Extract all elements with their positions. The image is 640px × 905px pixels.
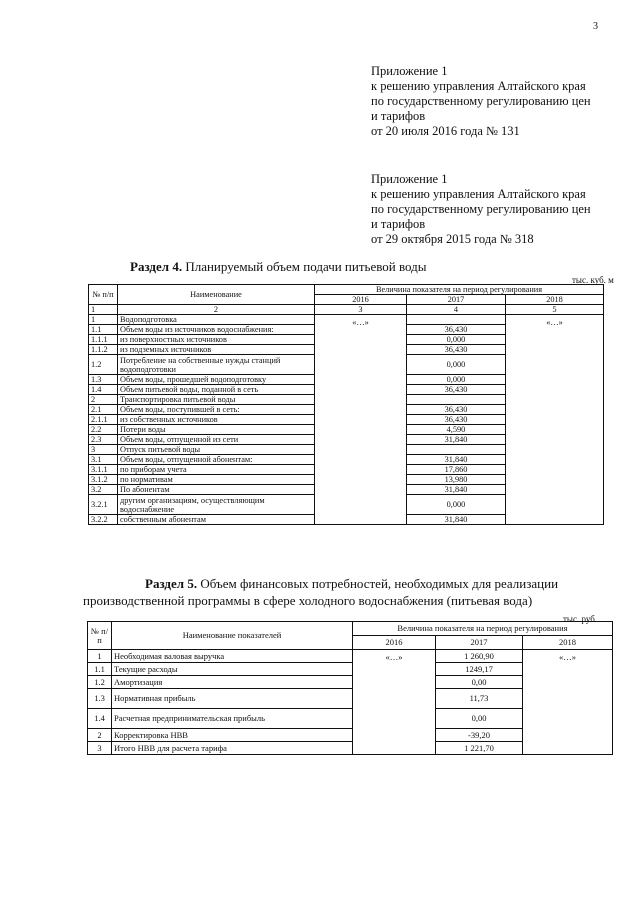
appendix-line: от 29 октября 2015 года № 318 xyxy=(371,232,534,246)
placeholder-2016: «…» xyxy=(385,652,403,662)
row-number: 2 xyxy=(88,729,112,742)
value-2017: 36,430 xyxy=(407,385,506,395)
value-2017: 1 221,70 xyxy=(436,742,523,755)
value-2017: 31,840 xyxy=(407,515,506,525)
row-number: 1 xyxy=(88,650,112,663)
col-number: 2 xyxy=(118,305,315,315)
value-2017 xyxy=(407,395,506,405)
row-number: 1.2 xyxy=(89,355,118,375)
row-name: Расчетная предпринимательская прибыль xyxy=(112,709,353,729)
row-number: 3.2.2 xyxy=(89,515,118,525)
value-2017: 4,590 xyxy=(407,425,506,435)
appendix-line: по государственному регулированию цен xyxy=(371,202,591,216)
section4-title-text: Планируемый объем подачи питьевой воды xyxy=(182,259,427,274)
row-name: Потребление на собственные нужды станций водоподготовки xyxy=(118,355,315,375)
row-number: 3 xyxy=(89,445,118,455)
row-name: собственным абонентам xyxy=(118,515,315,525)
value-2017: 0,000 xyxy=(407,355,506,375)
section5-title-text: Объем финансовых потребностей, необходимых для реализации производственной программы в сфере холодного водоснабжения (питьевая вода) xyxy=(83,576,559,608)
value-2017 xyxy=(407,315,506,325)
row-name: Необходимая валовая выручка xyxy=(112,650,353,663)
header-year: 2017 xyxy=(436,636,523,650)
header-year: 2016 xyxy=(315,295,407,305)
row-name: из подземных источников xyxy=(118,345,315,355)
row-number: 1.4 xyxy=(88,709,112,729)
section5-title-bold: Раздел 5. xyxy=(145,576,198,591)
row-name: Объем питьевой воды, поданной в сеть xyxy=(118,385,315,395)
row-number: 3.1.2 xyxy=(89,475,118,485)
value-2017: 36,430 xyxy=(407,325,506,335)
value-2017: 1 260,90 xyxy=(436,650,523,663)
row-number: 1 xyxy=(89,315,118,325)
section4-unit: тыс. куб. м xyxy=(572,275,614,285)
row-number: 3.1.1 xyxy=(89,465,118,475)
row-number: 3.1 xyxy=(89,455,118,465)
header-year: 2018 xyxy=(506,295,604,305)
col-number: 5 xyxy=(506,305,604,315)
section5-table xyxy=(87,621,613,755)
appendix-line: от 20 июля 2016 года № 131 xyxy=(371,124,520,138)
row-name: Водоподготовка xyxy=(118,315,315,325)
appendix-block-old xyxy=(371,172,591,247)
appendix-line: Приложение 1 xyxy=(371,64,448,78)
value-2017 xyxy=(407,445,506,455)
row-name: Текущие расходы xyxy=(112,663,353,676)
value-2017: 11,73 xyxy=(436,689,523,709)
row-number: 1.1.2 xyxy=(89,345,118,355)
section4-table xyxy=(88,284,604,525)
row-name: Нормативная прибыль xyxy=(112,689,353,709)
value-2017: 0,000 xyxy=(407,375,506,385)
value-2018 xyxy=(506,315,604,525)
row-number: 2.2 xyxy=(89,425,118,435)
row-name: Транспортировка питьевой воды xyxy=(118,395,315,405)
row-number: 1.3 xyxy=(89,375,118,385)
value-2016 xyxy=(315,315,407,525)
value-2016 xyxy=(353,650,436,755)
header-name: Наименование показателей xyxy=(112,622,353,650)
row-number: 3 xyxy=(88,742,112,755)
placeholder-2018: «…» xyxy=(546,318,563,327)
appendix-line: к решению управления Алтайского края xyxy=(371,187,586,201)
placeholder-2018: «…» xyxy=(559,652,576,662)
row-name: Объем воды, поступившей в сеть: xyxy=(118,405,315,415)
section5-title xyxy=(83,575,603,609)
row-number: 2.1 xyxy=(89,405,118,415)
row-name: Амортизация xyxy=(112,676,353,689)
row-name: по приборам учета xyxy=(118,465,315,475)
value-2017: 17,860 xyxy=(407,465,506,475)
appendix-line: по государственному регулированию цен xyxy=(371,94,591,108)
header-year: 2018 xyxy=(523,636,613,650)
header-year: 2016 xyxy=(353,636,436,650)
value-2017: 31,840 xyxy=(407,455,506,465)
row-name: другим организациям, осуществляющим водоснабжение xyxy=(118,495,315,515)
placeholder-2016: «…» xyxy=(352,318,369,327)
value-2017: 0,00 xyxy=(436,709,523,729)
appendix-block-new xyxy=(371,64,591,139)
page-number: 3 xyxy=(593,21,598,32)
row-name: По абонентам xyxy=(118,485,315,495)
value-2017: -39,20 xyxy=(436,729,523,742)
row-name: Объем воды, отпущенной из сети xyxy=(118,435,315,445)
table-row xyxy=(89,315,604,325)
row-name: Объем воды, отпущенной абонентам: xyxy=(118,455,315,465)
row-name: Отпуск питьевой воды xyxy=(118,445,315,455)
header-num: № п/п xyxy=(89,285,118,305)
col-number: 4 xyxy=(407,305,506,315)
row-number: 1.1 xyxy=(89,325,118,335)
value-2017: 36,430 xyxy=(407,405,506,415)
header-name: Наименование xyxy=(118,285,315,305)
header-period: Величина показателя на период регулирования xyxy=(353,622,613,636)
table-row xyxy=(88,650,613,663)
value-2017: 36,430 xyxy=(407,415,506,425)
row-name: Итого НВВ для расчета тарифа xyxy=(112,742,353,755)
section4-title xyxy=(130,259,427,275)
row-name: Потери воды xyxy=(118,425,315,435)
value-2017: 31,840 xyxy=(407,485,506,495)
section4-title-bold: Раздел 4. xyxy=(130,259,183,274)
row-number: 2.1.1 xyxy=(89,415,118,425)
row-number: 1.4 xyxy=(89,385,118,395)
header-period: Величина показателя на период регулирования xyxy=(315,285,604,295)
row-name: Объем воды, прошедшей водоподготовку xyxy=(118,375,315,385)
value-2017: 0,000 xyxy=(407,335,506,345)
row-name: из поверхностных источников xyxy=(118,335,315,345)
appendix-line: к решению управления Алтайского края xyxy=(371,79,586,93)
row-name: по нормативам xyxy=(118,475,315,485)
value-2017: 0,00 xyxy=(436,676,523,689)
row-number: 1.3 xyxy=(88,689,112,709)
col-number: 3 xyxy=(315,305,407,315)
row-number: 1.1.1 xyxy=(89,335,118,345)
col-number: 1 xyxy=(89,305,118,315)
row-name: Корректировка НВВ xyxy=(112,729,353,742)
row-number: 2.3 xyxy=(89,435,118,445)
value-2017: 1249,17 xyxy=(436,663,523,676)
row-number: 1.2 xyxy=(88,676,112,689)
value-2017: 13,980 xyxy=(407,475,506,485)
row-name: Объем воды из источников водоснабжения: xyxy=(118,325,315,335)
value-2018 xyxy=(523,650,613,755)
appendix-line: Приложение 1 xyxy=(371,172,448,186)
row-name: из собственных источников xyxy=(118,415,315,425)
row-number: 1.1 xyxy=(88,663,112,676)
value-2017: 0,000 xyxy=(407,495,506,515)
row-number: 2 xyxy=(89,395,118,405)
section5-unit: тыс. руб. xyxy=(563,614,598,624)
value-2017: 31,840 xyxy=(407,435,506,445)
appendix-line: и тарифов xyxy=(371,109,426,123)
value-2017: 36,430 xyxy=(407,345,506,355)
appendix-line: и тарифов xyxy=(371,217,426,231)
row-number: 3.2.1 xyxy=(89,495,118,515)
row-number: 3.2 xyxy=(89,485,118,495)
header-year: 2017 xyxy=(407,295,506,305)
header-num: № п/п xyxy=(88,622,112,650)
